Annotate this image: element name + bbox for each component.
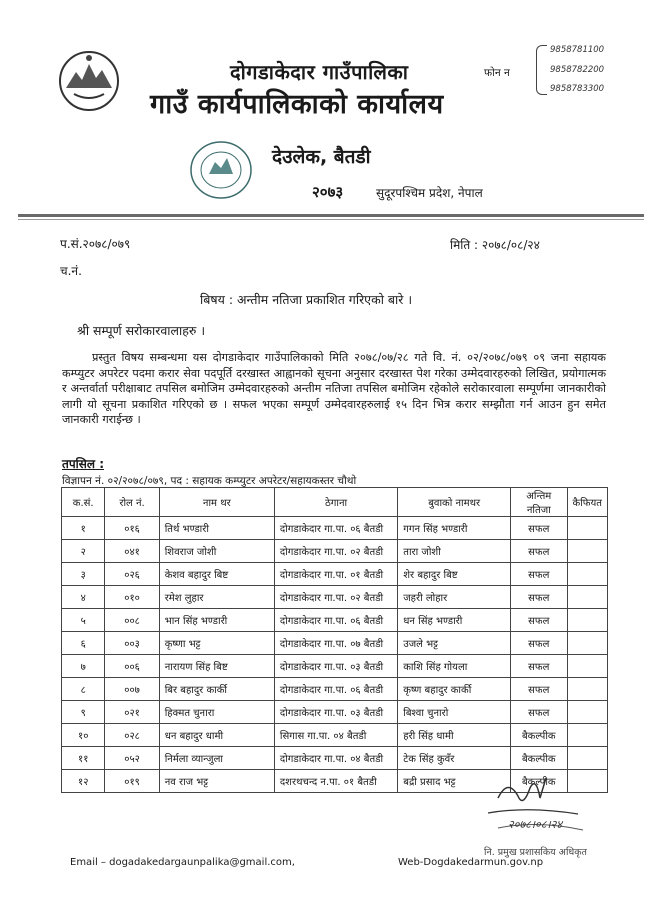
phone-number: 9858781100 [550,45,605,55]
col-header-roll: रोल नं. [105,488,159,517]
header-divider [18,214,644,217]
cell-result: सफल [511,632,567,655]
cell-remarks [567,632,607,655]
footer-website: Web-Dogdakedarmun.gov.np [398,857,544,868]
cell-remarks [567,724,607,747]
cell-name: बिर बहादुर कार्की [159,678,274,701]
cell-address: दोगडाकेदार गा.पा. ०२ बैतडी [274,586,397,609]
nepal-emblem-icon [58,50,120,112]
cell-address: सिगास गा.पा. ०४ बैतडी [274,724,397,747]
results-table [61,487,608,793]
cell-name: तिर्थ भण्डारी [159,517,274,540]
table-row [62,517,608,540]
cell-sn: २ [62,540,105,563]
phone-number: 9858783300 [550,84,605,94]
cell-result: सफल [511,701,567,724]
col-header-father: बुवाको नामथर [398,488,511,517]
cell-name: नारायण सिंह बिष्ट [159,655,274,678]
signature-icon [468,758,598,848]
col-header-result: अन्तिम नतिजा [511,488,567,517]
cell-address: दोगडाकेदार गा.पा. ०३ बैतडी [274,655,397,678]
cell-result: सफल [511,609,567,632]
cell-result: सफल [511,586,567,609]
cell-remarks [567,517,607,540]
cell-address: दोगडाकेदार गा.पा. ०७ बैतडी [274,632,397,655]
cell-sn: ५ [62,609,105,632]
cell-remarks [567,678,607,701]
office-seal-icon [187,138,255,202]
schedule-heading: तपसिल : [62,457,104,471]
cell-address: दोगडाकेदार गा.पा. ०६ बैतडी [274,517,397,540]
cell-result: सफल [511,540,567,563]
cell-roll: ००८ [105,609,159,632]
cell-father: उजले भट्ट [398,632,511,655]
cell-roll: ०२६ [105,563,159,586]
cell-remarks [567,563,607,586]
letter-date: मिति : २०७८/०८/२४ [450,238,540,252]
cell-roll: ०१६ [105,517,159,540]
col-header-name: नाम थर [159,488,274,517]
cell-remarks [567,701,607,724]
cell-name: शिवराज जोशी [159,540,274,563]
cell-roll: ०५२ [105,747,159,770]
cell-sn: ८ [62,678,105,701]
established-year: २०७३ [312,183,344,201]
reference-number: प.सं.२०७८/०७९ [60,237,131,251]
table-header-row [62,488,608,517]
table-row [62,586,608,609]
footer-email: Email – dogadakedargaunpalika@gmail.com, [70,857,295,868]
cell-name: हिक्मत चुनारा [159,701,274,724]
cell-name: केशव बहादुर बिष्ट [159,563,274,586]
cell-result: सफल [511,678,567,701]
cell-remarks [567,609,607,632]
cell-sn: ४ [62,586,105,609]
cell-address: दोगडाकेदार गा.पा. ०६ बैतडी [274,609,397,632]
cell-father: जहरी लोहार [398,586,511,609]
cell-result: सफल [511,563,567,586]
cell-address: दोगडाकेदार गा.पा. ०१ बैतडी [274,563,397,586]
cell-father: शेर बहादुर बिष्ट [398,563,511,586]
letter-body-text: प्रस्तुत विषय सम्बन्धमा यस दोगडाकेदार गाउँपालिकाको मिति २०७८/०७/२८ गते वि. नं. ०२/२०७८/०७९ ०९ जना सहायक कम्प्युटर अपरेटर पदमा करार सेवा पदपूर्ति दरखास्त आह्वानको सूचना अनुसार दरखास्त पेश गरेका उम्मेदवारहरुको लिखित, प्रयोगात्मक र अन्तर्वार्ता परीक्षाबाट तपसिल बमोजिम उम्मेदवारहरुको अन्तीम नतिजा तपसिल बमोजिम रहेकोले सरोकारवाला सम्पूर्णमा जानकारीको लागी यो सूचना प्रकाशित गरिएको छ । सफल भएका सम्पूर्ण उम्मेदवारहरुलाई १५ दिन भित्र करार सम्झौता गर्न आउन हुन समेत जानकारी गराईन्छ । [62,351,606,427]
municipality-name: दोगडाकेदार गाउँपालिका [230,60,409,84]
cell-father: गगन सिंह भण्डारी [398,517,511,540]
office-name: गाउँ कार्यपालिकाको कार्यालय [150,89,444,120]
phone-label: फोन न [484,67,510,79]
cell-roll: ०२१ [105,701,159,724]
cell-name: रमेश लुहार [159,586,274,609]
cell-roll: ०२८ [105,724,159,747]
cell-sn: ९ [62,701,105,724]
cell-roll: ०१९ [105,770,159,793]
cell-roll: ०४१ [105,540,159,563]
table-row [62,724,608,747]
cell-result: सफल [511,517,567,540]
phone-brace [536,45,547,95]
cell-father: बद्री प्रसाद भट्ट [398,770,511,793]
cell-roll: ००७ [105,678,159,701]
cell-father: कृष्ण बहादुर कार्की [398,678,511,701]
table-row [62,632,608,655]
cell-remarks [567,586,607,609]
signatory-title: नि. प्रमुख प्रशासकिय अधिकृत [484,847,587,858]
table-row [62,678,608,701]
cell-father: तारा जोशी [398,540,511,563]
col-header-remarks: कैफियत [567,488,607,517]
table-row [62,540,608,563]
cell-name: भान सिंह भण्डारी [159,609,274,632]
cell-sn: ११ [62,747,105,770]
cell-father: टेक सिंह कुवँर [398,747,511,770]
advertisement-line: विज्ञापन नं. ०२/२०७८/०७९, पद : सहायक कम्प्युटर अपरेटर/सहायकस्तर चौथो [62,475,357,487]
office-location: देउलेक, बैतडी [272,146,371,168]
cell-sn: ६ [62,632,105,655]
cell-father: काशि सिंह गोयला [398,655,511,678]
phone-number: 9858782200 [550,65,605,75]
col-header-address: ठेगाना [274,488,397,517]
svg-text:२०७८।०८।२४: २०७८।०८।२४ [508,818,563,831]
province-name: सुदूरपश्चिम प्रदेश, नेपाल [376,186,483,200]
cell-name: धन बहादुर धामी [159,724,274,747]
cell-result: बैकल्पीक [511,747,567,770]
cell-result: सफल [511,655,567,678]
header-divider-thin [18,219,644,220]
dispatch-number: च.नं. [60,264,82,278]
cell-address: दशरथचन्द न.पा. ०१ बैतडी [274,770,397,793]
cell-address: दोगडाकेदार गा.पा. ०६ बैतडी [274,678,397,701]
cell-address: दोगडाकेदार गा.पा. ०३ बैतडी [274,701,397,724]
letter-subject: बिषय : अन्तीम नतिजा प्रकाशित गरिएको बारे । [200,292,413,307]
table-row [62,701,608,724]
cell-remarks [567,655,607,678]
cell-result: बैकल्पीक [511,770,567,793]
cell-father: बिश्वा चुनारो [398,701,511,724]
cell-father: हरी सिंह धामी [398,724,511,747]
col-header-sn: क.सं. [62,488,105,517]
cell-sn: १ [62,517,105,540]
table-row [62,609,608,632]
cell-name: नव राज भट्ट [159,770,274,793]
cell-sn: ७ [62,655,105,678]
table-row [62,655,608,678]
cell-father: धन सिंह भण्डारी [398,609,511,632]
cell-result: बैकल्पीक [511,724,567,747]
cell-remarks [567,540,607,563]
cell-sn: १२ [62,770,105,793]
cell-name: निर्मला व्यान्जुला [159,747,274,770]
cell-roll: ०१० [105,586,159,609]
cell-address: दोगडाकेदार गा.पा. ०२ बैतडी [274,540,397,563]
cell-sn: १० [62,724,105,747]
cell-name: कृष्णा भट्ट [159,632,274,655]
cell-sn: ३ [62,563,105,586]
cell-roll: ००६ [105,655,159,678]
letter-body [62,350,606,428]
cell-roll: ००३ [105,632,159,655]
cell-address: दोगडाकेदार गा.पा. ०४ बैतडी [274,747,397,770]
table-row [62,563,608,586]
salutation: श्री सम्पूर्ण सरोकारवालाहरु । [77,323,206,338]
